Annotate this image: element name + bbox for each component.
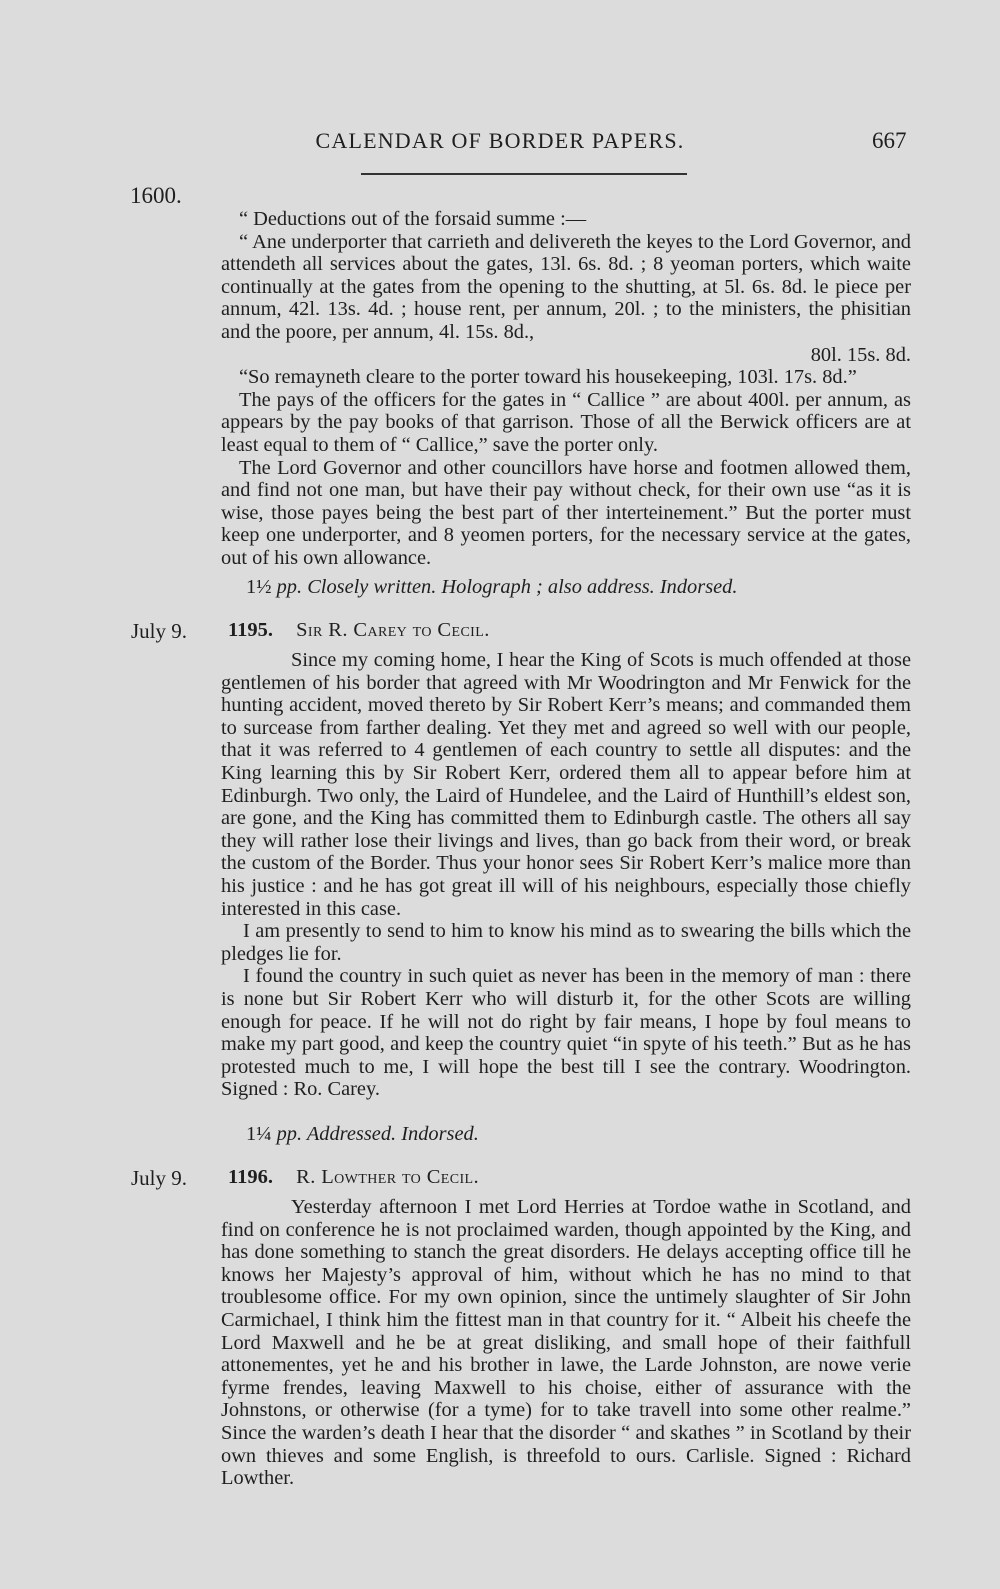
section-deductions xyxy=(221,208,911,570)
paragraph-total: 80l. 15s. 8d. xyxy=(810,343,911,366)
entry-body xyxy=(221,1196,911,1490)
paragraph: “So remayneth cleare to the porter toward his housekeeping, 103l. 17s. 8d.” xyxy=(239,366,857,389)
paragraph: Since my coming home, I hear the King of Scots is much offended at those gentlemen of his border that agreed with Mr Woodrington and Mr Fenwick for the hunting accident, moved thereto by Sir Robert Kerr’s means; and commanded them to surcease from farther dealing. Yet they met and agreed so well with our people, that it was referred to 4 gentlemen of each country to settle all disputes: and the King learning this by Sir Robert Kerr, ordered them all to appear before him at Edinburgh. Two only, the Laird of Hundelee, and the Laird of Hunthill’s eldest son, are gone, and the King has committed them to Edinburgh castle. The others all say they will rather lose their livings and lives, than go back from their word, or break the custom of the Border. Thus your honor sees Sir Robert Kerr’s malice more than his justice : and he has got great ill will of his neighbours, especially those chiefly interested in this case. xyxy=(221,649,911,920)
document-note xyxy=(246,1123,479,1146)
header-rule xyxy=(361,173,687,175)
document-note xyxy=(246,576,737,599)
paragraph: “ Ane underporter that carrieth and delivereth the keyes to the Lord Governor, and attendeth all services about the gates, 13l. 6s. 8d. ; 8 yeoman porters, which waite continually at the gates from the opening to the shutting, at 5l. 6s. 8d. le piece per annum, 42l. 13s. 4d. ; house rent, per annum, 20l. ; to the ministers, the phisitian and the poore, per annum, 4l. 15s. 8d., xyxy=(221,230,911,343)
paragraph: Yesterday afternoon I met Lord Herries at Tordoe wathe in Scotland, and find on conference he is not proclaimed warden, though appointed by the King, and has done something to stanch the great disorders. He delays accepting office till he knows her Majesty’s approval of him, without which he has no mind to that troublesome office. For my own opinion, since the untimely slaughter of Sir John Carmichael, I think him the fittest man in that country for it. “ Albeit his cheefe the Lord Maxwell and he be at great disliking, and small hope of their faithfull attonementes, yet he and his brother in lawe, the Larde Johnston, are nowe verie fyrme frendes, leaving Maxwell to his choise, either of assurance with the Johnstons, or otherwise (for a tyme) for to take travell into some other realme.” Since the warden’s death I hear that the disorder “ and skathes ” in Scotland by their own thieves and some English, is threefold to ours. Carlisle. Signed : Richard Lowther. xyxy=(221,1196,911,1490)
note-text: pp. Addressed. Indorsed. xyxy=(276,1123,479,1145)
paragraph: The Lord Governor and other councillors have horse and footmen allowed them, and find not one man, but have their pay without check, for their own use “as it is wise, those payes being the best part of ther interteinement.” But the porter must keep one underporter, and 8 yeomen porters, for the necessary service at the gates, out of his own allowance. xyxy=(221,456,911,569)
page-count: 1½ xyxy=(246,576,272,598)
entry-date: July 9. xyxy=(131,1166,188,1190)
margin-year: 1600. xyxy=(130,183,182,208)
paragraph: “ Deductions out of the forsaid summe :— xyxy=(239,208,587,230)
note-text: pp. Closely written. Holograph ; also address. Indorsed. xyxy=(276,576,738,598)
entry-title: R. Lowther to Cecil. xyxy=(296,1166,480,1188)
entry-heading xyxy=(228,1166,479,1189)
paragraph: The pays of the officers for the gates in “ Callice ” are about 400l. per annum, as appears by the pay books of that garrison. Those of all the Berwick officers are at least equal to them of “ Callice,” save the porter only. xyxy=(221,388,911,456)
paragraph: I am presently to send to him to know his mind as to swearing the bills which the pledges lie for. xyxy=(221,920,911,965)
entry-number: 1196. xyxy=(228,1166,273,1188)
page-number: 667 xyxy=(872,128,907,153)
entry-date: July 9. xyxy=(131,619,188,643)
entry-number: 1195. xyxy=(228,619,273,641)
paragraph: I found the country in such quiet as never has been in the memory of man : there is none but Sir Robert Kerr who will disturb it, for the other Scots are willing enough for peace. If he will not do right by fair means, I hope by foul means to make my part good, and keep the country quiet “in spyte of his teeth.” But as he has protested much to me, I will hope the best till I see the contrary. Woodrington. Signed : Ro. Carey. xyxy=(221,965,911,1101)
entry-heading xyxy=(228,619,490,642)
entry-body xyxy=(221,649,911,1101)
entry-title: Sir R. Carey to Cecil. xyxy=(296,619,490,641)
running-title: CALENDAR OF BORDER PAPERS. xyxy=(315,128,685,153)
page-count: 1¼ xyxy=(246,1123,272,1145)
